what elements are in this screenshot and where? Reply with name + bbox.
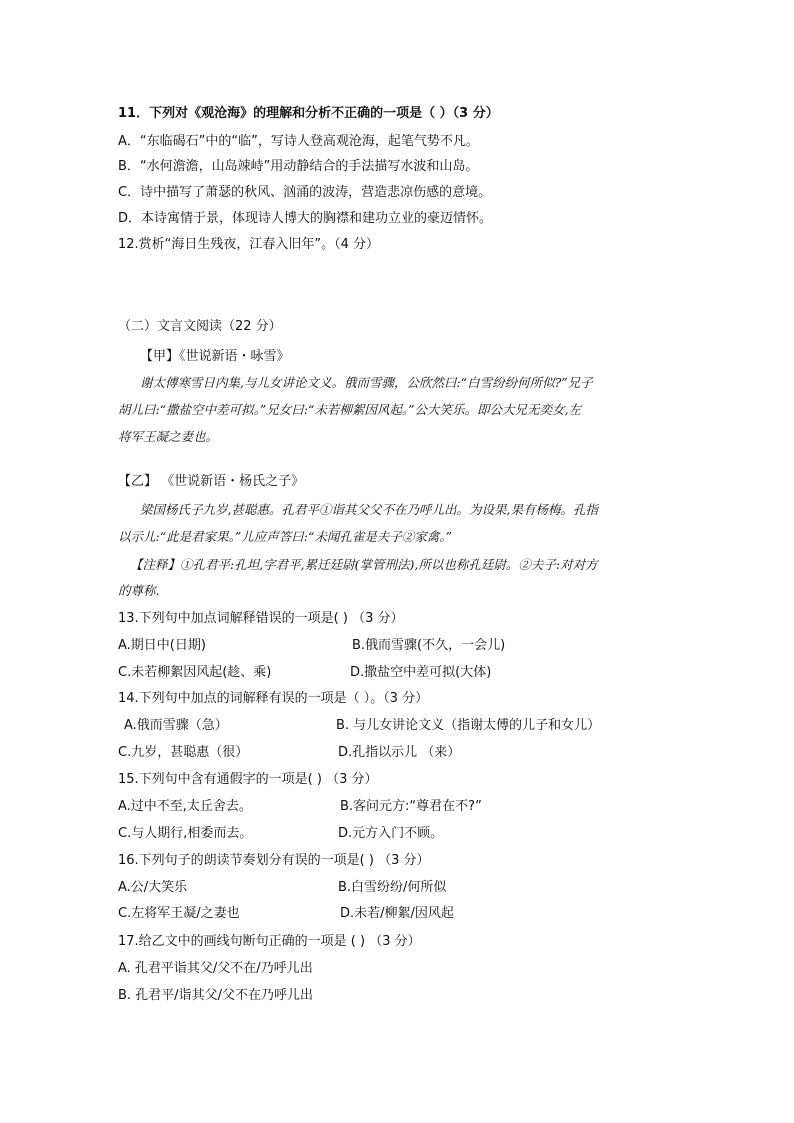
q15-option-d: D.元方入门不顾。 xyxy=(338,826,444,841)
q13-row-1 xyxy=(118,637,506,654)
q11-option-b: B．“水何澹澹，山岛竦峙”用动静结合的手法描写水波和山岛。 xyxy=(118,159,479,174)
passage-jia-line: 谢太傅寒雪日内集,与儿女讲论文义。俄而雪骤，公欣然曰:“白雪纷纷何所似?”兄子 xyxy=(140,375,593,390)
section-heading: （二）文言文阅读（22 分） xyxy=(118,319,282,334)
q13-option-a: A.期日中(日期) xyxy=(118,638,206,653)
q15-option-a: A.过中不至,太丘舍去。 xyxy=(118,799,252,814)
q16-option-b: B.白雪纷纷/何所似 xyxy=(338,880,447,895)
q15-stem: 15.下列句中含有通假字的一项是( ) （3 分） xyxy=(118,772,378,787)
q13-option-c: C.未若柳絮因风起(趁、乘) xyxy=(118,665,272,680)
q13-option-b: B.俄而雪骤(不久，一会儿) xyxy=(352,638,506,653)
passage-yi-line: 以示儿:“此是君家果。”儿应声答曰:“未闻孔雀是夫子②家禽。” xyxy=(118,529,452,544)
q16-option-a: A.公/大笑乐 xyxy=(118,880,188,895)
q11-option-a: A．“东临碣石”中的“临”，写诗人登高观沧海，起笔气势不凡。 xyxy=(118,134,479,149)
q14-row-2 xyxy=(118,744,461,761)
q11-option-d: D．本诗寓情于景，体现诗人博大的胸襟和建功立业的豪迈情怀。 xyxy=(118,211,493,226)
q14-option-a: A.俄而雪骤（急） xyxy=(124,718,228,733)
q16-option-d: D.未若/柳絮/因风起 xyxy=(340,906,454,921)
q15-option-b: B.客问元方:“尊君在不?” xyxy=(340,799,482,814)
q14-option-c: C.九岁，甚聪惠（很） xyxy=(118,745,249,760)
q12-stem: 12.赏析“海日生残夜，江春入旧年”。（4 分） xyxy=(118,237,380,252)
q15-row-2 xyxy=(118,825,444,842)
q13-option-d: D.撒盐空中差可拟(大体) xyxy=(350,665,492,680)
q14-option-b: B. 与儿女讲论文义（指谢太傅的儿子和女儿） xyxy=(336,718,601,733)
q17-stem: 17.给乙文中的画线句断句正确的一项是 ( ) （3 分） xyxy=(118,934,421,949)
passage-jia-line: 将军王凝之妻也。 xyxy=(118,429,219,444)
q16-row-1 xyxy=(118,879,447,896)
passage-yi-note: 【注释】①孔君平:孔坦,字君平,累迁廷尉(掌管刑法),所以也称孔廷尉。②夫子:对对方 xyxy=(130,557,598,572)
q16-option-c: C.左将军王凝/之妻也 xyxy=(118,906,240,921)
q16-stem: 16.下列句子的朗读节奏划分有误的一项是( ) （3 分） xyxy=(118,853,430,868)
passage-jia-line: 胡儿曰:“撒盐空中差可拟。”兄女曰:“未若柳絮因风起。”公大笑乐。即公大兄无奕女,左 xyxy=(118,402,581,417)
passage-jia-title: 【甲】《世说新语・咏雪》 xyxy=(140,349,290,364)
q15-option-c: C.与人期行,相委而去。 xyxy=(118,826,253,841)
passage-yi-note: 的尊称. xyxy=(118,583,160,598)
q14-option-d: D.孔指以示儿 （来） xyxy=(338,745,461,760)
q17-option-a: A. 孔君平诣其父/父不在/乃呼儿出 xyxy=(118,961,313,976)
q13-row-2 xyxy=(118,664,492,681)
q14-row-1 xyxy=(124,717,601,734)
passage-yi-line: 梁国杨氏子九岁,甚聪惠。孔君平①诣其父父不在乃呼儿出。为设果,果有杨梅。孔指 xyxy=(140,502,598,517)
q15-row-1 xyxy=(118,798,482,815)
q13-stem: 13.下列句中加点词解释错误的一项是( ) （3 分） xyxy=(118,611,404,626)
q17-option-b: B. 孔君平/诣其父/父不在乃呼儿出 xyxy=(118,988,313,1003)
q11-stem: 11．下列对《观沧海》的理解和分析不正确的一项是（ ）（3 分） xyxy=(118,106,499,121)
q14-stem: 14.下列句中加点的词解释有误的一项是（ ）。（3 分） xyxy=(118,691,429,706)
q11-option-c: C．诗中描写了萧瑟的秋风、汹涌的波涛，营造悲凉伤感的意境。 xyxy=(118,185,492,200)
passage-yi-title: 【乙】 《世说新语・杨氏之子》 xyxy=(118,474,305,489)
q16-row-2 xyxy=(118,905,454,922)
